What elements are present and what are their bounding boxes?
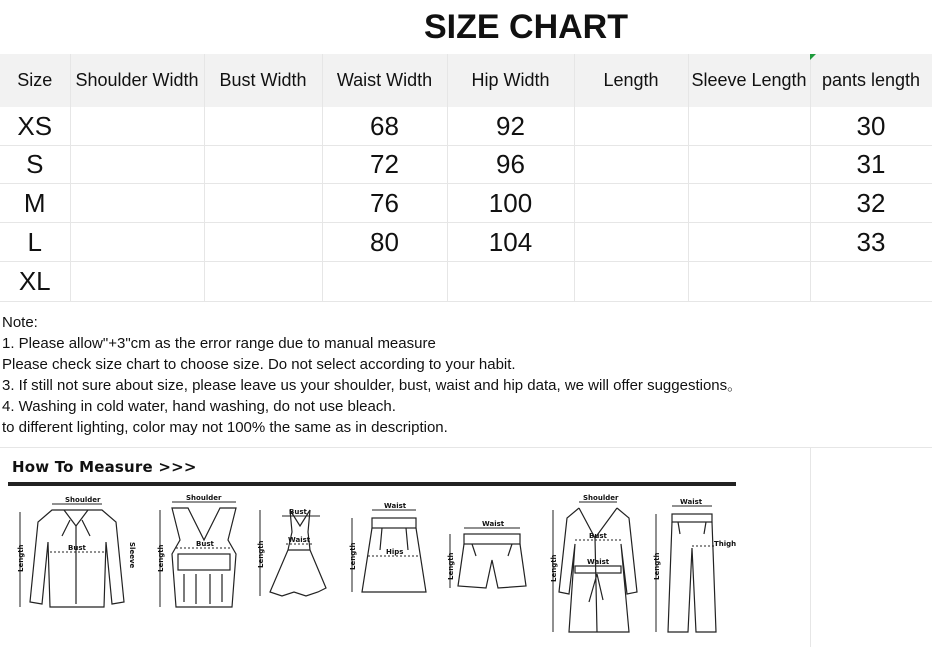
table-header-row (0, 54, 932, 107)
table-cell: XS (0, 107, 70, 146)
table-cell: 32 (810, 184, 932, 223)
title-area (0, 0, 932, 56)
length-label: Length (257, 540, 265, 568)
table-cell: M (0, 184, 70, 223)
table-cell (574, 107, 688, 146)
length-label: Length (157, 544, 165, 572)
page-title: SIZE CHART (424, 8, 628, 46)
dress-diagram (252, 492, 330, 617)
table-cell (688, 262, 810, 302)
table-cell (688, 146, 810, 184)
header-shoulder-width: Shoulder Width (70, 54, 204, 107)
header-bust-width: Bust Width (204, 54, 322, 107)
note-line: 4. Washing in cold water, hand washing, do not use bleach. (2, 398, 396, 415)
table-cell (447, 262, 574, 302)
table-row (0, 146, 932, 184)
table-cell (574, 146, 688, 184)
notes-section (2, 312, 922, 438)
table-row (0, 262, 932, 302)
waist-label: Waist (482, 520, 505, 528)
sleeve-label: Sleeve (128, 542, 136, 569)
table-cell: 76 (322, 184, 447, 223)
bust-label: Bust (196, 540, 214, 548)
table-cell: 33 (810, 223, 932, 262)
waist-label: Waist (384, 502, 407, 510)
waist-label: Waist (680, 498, 703, 506)
thigh-label: Thigh (714, 540, 737, 548)
how-to-measure-title: How To Measure >>> (12, 458, 197, 476)
header-hip-width: Hip Width (447, 54, 574, 107)
table-row (0, 184, 932, 223)
header-waist-width: Waist Width (322, 54, 447, 107)
table-cell: 80 (322, 223, 447, 262)
length-label: Length (550, 554, 558, 582)
table-cell: 104 (447, 223, 574, 262)
table-cell (204, 107, 322, 146)
waist-label: Waist (587, 558, 610, 566)
table-cell: 30 (810, 107, 932, 146)
table-cell (70, 223, 204, 262)
blouse-diagram (12, 492, 140, 617)
table-cell (688, 107, 810, 146)
bust-label: Bust (289, 508, 307, 516)
header-sleeve-length: Sleeve Length (688, 54, 810, 107)
header-length: Length (574, 54, 688, 107)
note-heading: Note: (2, 314, 38, 331)
cell-comment-marker (810, 54, 816, 60)
table-cell (204, 146, 322, 184)
divider (0, 447, 932, 448)
table-cell: 68 (322, 107, 447, 146)
table-cell (204, 262, 322, 302)
table-row (0, 107, 932, 146)
table-cell (574, 223, 688, 262)
note-line: Please check size chart to choose size. Do not select according to your habit. (2, 356, 516, 373)
table-cell (688, 223, 810, 262)
hips-label: Hips (386, 548, 404, 556)
table-cell: 72 (322, 146, 447, 184)
header-size: Size (0, 54, 70, 107)
tank-top-diagram (150, 492, 245, 617)
pants-diagram (648, 492, 738, 642)
table-cell: L (0, 223, 70, 262)
table-cell (70, 262, 204, 302)
waist-label: Waist (288, 536, 311, 544)
length-label: Length (17, 544, 25, 572)
length-label: Length (349, 542, 357, 570)
shoulder-label: Shoulder (583, 494, 619, 502)
note-line: to different lighting, color may not 100% the same as in description. (2, 419, 448, 436)
table-cell (810, 262, 932, 302)
skirt-diagram (342, 492, 434, 617)
table-cell: 100 (447, 184, 574, 223)
length-label: Length (447, 552, 455, 580)
bust-label: Bust (589, 532, 607, 540)
table-cell (70, 146, 204, 184)
table-cell (322, 262, 447, 302)
table-cell (70, 107, 204, 146)
shoulder-label: Shoulder (65, 496, 101, 504)
length-label: Length (653, 552, 661, 580)
bust-label: Bust (68, 544, 86, 552)
table-cell: XL (0, 262, 70, 302)
table-cell: 96 (447, 146, 574, 184)
table-cell (70, 184, 204, 223)
note-line: 3. If still not sure about size, please leave us your shoulder, bust, waist and hip data, we will offer suggestions。 (2, 377, 743, 394)
header-pants-length: pants length (810, 54, 932, 107)
measure-underline (8, 482, 736, 486)
note-line: 1. Please allow"+3"cm as the error range due to manual measure (2, 335, 436, 352)
table-cell: 31 (810, 146, 932, 184)
table-cell (688, 184, 810, 223)
shorts-diagram (442, 492, 532, 617)
divider (810, 447, 811, 647)
size-chart-table (0, 54, 932, 302)
table-cell (574, 262, 688, 302)
shoulder-label: Shoulder (186, 494, 222, 502)
table-cell (204, 223, 322, 262)
table-row (0, 223, 932, 262)
table-cell (574, 184, 688, 223)
coat-diagram (545, 492, 643, 642)
table-cell: 92 (447, 107, 574, 146)
table-cell: S (0, 146, 70, 184)
table-cell (204, 184, 322, 223)
